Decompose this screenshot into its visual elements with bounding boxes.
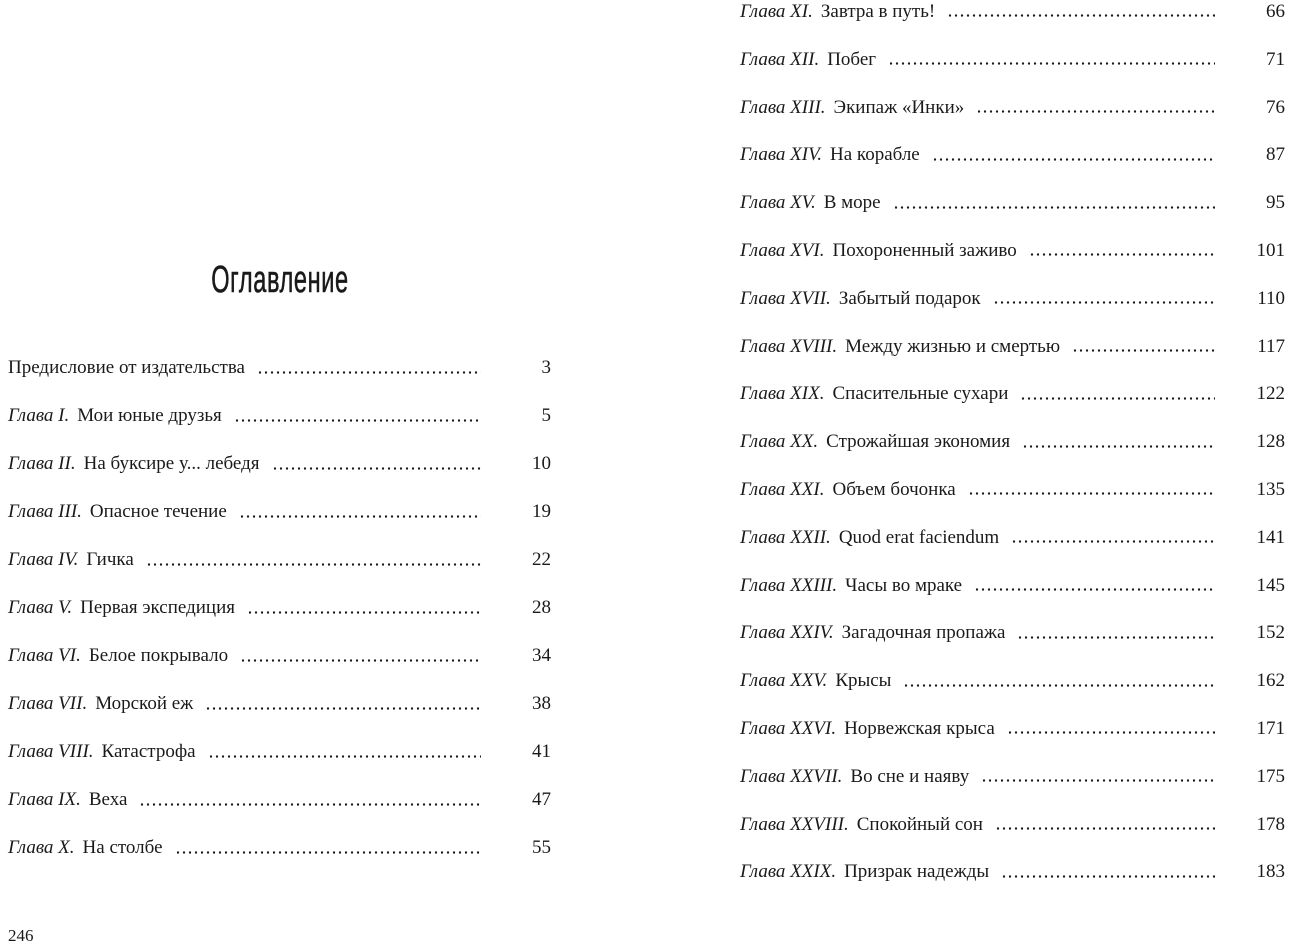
toc-entry[interactable] [740,609,1285,657]
dot-leader [146,563,481,566]
chapter-label: Глава XI. [740,1,813,22]
chapter-title: Призрак надежды [844,861,990,883]
toc-entry[interactable] [740,848,1285,896]
toc-entry[interactable] [8,392,551,440]
chapter-page-number: 28 [532,597,551,618]
toc-entry[interactable] [740,370,1285,418]
dot-leader [1001,875,1215,878]
chapter-page-number: 66 [1266,1,1285,22]
chapter-title: Белое покрывало [88,645,229,666]
chapter-label: Глава III. [8,501,82,522]
toc-entry[interactable] [8,728,551,776]
dot-leader [981,779,1215,782]
toc-entry[interactable] [740,657,1285,705]
toc-entry[interactable] [740,36,1285,84]
dot-leader [139,803,481,806]
dot-leader [893,206,1215,209]
dot-leader [1022,445,1215,448]
chapter-label: Глава V. [8,597,73,618]
chapter-title: На буксире у... лебедя [83,453,260,474]
chapter-label: Глава XIV. [740,144,823,166]
chapter-page-number: 22 [532,549,551,570]
chapter-page-number: 71 [1266,48,1285,70]
toc-entry[interactable] [8,488,551,536]
chapter-page-number: 135 [1256,478,1285,500]
toc-entry[interactable] [740,418,1285,466]
chapter-title: Завтра в путь! [820,1,936,22]
dot-leader [1029,253,1215,256]
chapter-label: Глава XXIX. [740,861,837,883]
toc-entry[interactable] [740,562,1285,610]
chapter-title: Мои юные друзья [77,405,222,426]
chapter-title: Веха [88,789,128,810]
chapter-title: На столбе [82,837,163,858]
chapter-label: Глава XVI. [740,239,825,261]
chapter-label: Глава XX. [740,431,819,453]
chapter-title: Побег [827,48,877,70]
chapter-page-number: 3 [541,357,551,378]
chapter-page-number: 110 [1257,287,1285,309]
toc-entry[interactable] [8,440,551,488]
dot-leader [968,492,1215,495]
toc-entry[interactable] [740,0,1285,36]
chapter-label: Глава VI. [8,645,81,666]
chapter-page-number: 34 [532,645,551,666]
chapter-title: Часы во мраке [845,574,963,596]
chapter-label: Глава XXII. [740,526,831,548]
chapter-page-number: 10 [532,453,551,474]
chapter-label: Глава IV. [8,549,79,570]
dot-leader [175,851,481,854]
toc-entry[interactable] [740,323,1285,371]
chapter-title: Крысы [835,670,892,692]
chapter-title: Забытый подарок [838,287,981,309]
chapter-page-number: 95 [1266,192,1285,214]
toc-entry[interactable] [8,824,551,872]
chapter-page-number: 55 [532,837,551,858]
toc-entry[interactable] [8,632,551,680]
chapter-title: Строжайшая экономия [826,431,1011,453]
chapter-label: Глава XII. [740,48,820,70]
toc-entry[interactable] [740,753,1285,801]
chapter-page-number: 38 [532,693,551,714]
dot-leader [1020,397,1215,400]
chapter-title: Quod erat faciendum [838,526,1000,548]
dot-leader [947,14,1215,17]
dot-leader [1017,636,1215,639]
toc-entry[interactable] [8,776,551,824]
dot-leader [888,62,1215,65]
chapter-label: Глава XXIV. [740,622,834,644]
chapter-title: В море [823,192,881,214]
dot-leader [257,371,481,374]
dot-leader [974,588,1215,591]
chapter-page-number: 175 [1256,765,1285,787]
chapter-title: Во сне и наяву [850,765,970,787]
toc-entry[interactable] [8,536,551,584]
dot-leader [976,110,1215,113]
chapter-title: Между жизнью и смертью [845,335,1061,357]
chapter-page-number: 128 [1256,431,1285,453]
chapter-title: Объем бочонка [832,478,956,500]
chapter-label: Глава XIX. [740,383,825,405]
chapter-title: Спокойный сон [856,813,983,835]
chapter-page-number: 41 [532,741,551,762]
chapter-title: Норвежская крыса [844,717,995,739]
chapter-title: Предисловие от издательства [8,357,245,378]
toc-entry[interactable] [8,584,551,632]
chapter-page-number: 183 [1256,861,1285,883]
chapter-title: Экипаж «Инки» [833,96,965,118]
chapter-page-number: 19 [532,501,551,522]
chapter-page-number: 47 [532,789,551,810]
toc-left-column [8,344,551,872]
toc-entry[interactable] [740,179,1285,227]
chapter-title: Морской еж [95,693,194,714]
dot-leader [272,467,481,470]
toc-entry[interactable] [740,801,1285,849]
toc-entry[interactable] [8,680,551,728]
chapter-title: Опасное течение [89,501,227,522]
chapter-label: Глава VIII. [8,741,94,762]
toc-entry[interactable] [740,466,1285,514]
dot-leader [234,419,481,422]
dot-leader [239,515,481,518]
chapter-title: Катастрофа [101,741,196,762]
chapter-page-number: 117 [1257,335,1285,357]
chapter-label: Глава XXV. [740,670,828,692]
dot-leader [240,659,481,662]
chapter-label: Глава XXVIII. [740,813,849,835]
chapter-page-number: 162 [1256,670,1285,692]
chapter-label: Глава XV. [740,192,816,214]
dot-leader [205,707,481,710]
toc-entry[interactable] [740,131,1285,179]
chapter-label: Глава X. [8,837,75,858]
toc-entry[interactable] [8,344,551,392]
chapter-page-number: 141 [1256,526,1285,548]
chapter-page-number: 101 [1256,239,1285,261]
chapter-page-number: 5 [541,405,551,426]
toc-right-column [740,0,1285,896]
dot-leader [1072,349,1215,352]
chapter-title: Первая экспедиция [80,597,235,618]
chapter-label: Глава XXIII. [740,574,838,596]
toc-entry[interactable] [740,514,1285,562]
chapter-title: На корабле [830,144,920,166]
chapter-title: Похороненный заживо [832,239,1017,261]
dot-leader [993,301,1215,304]
page-title: Оглавление [211,259,349,301]
dot-leader [932,158,1215,161]
chapter-page-number: 145 [1256,574,1285,596]
chapter-page-number: 171 [1256,717,1285,739]
chapter-page-number: 122 [1256,383,1285,405]
chapter-title: Спасительные сухари [832,383,1009,405]
chapter-page-number: 87 [1266,144,1285,166]
chapter-label: Глава IX. [8,789,81,810]
dot-leader [208,755,481,758]
chapter-label: Глава XVIII. [740,335,838,357]
chapter-page-number: 152 [1256,622,1285,644]
chapter-page-number: 76 [1266,96,1285,118]
toc-entry[interactable] [740,275,1285,323]
dot-leader [247,611,481,614]
chapter-label: Глава I. [8,405,70,426]
chapter-title: Загадочная пропажа [841,622,1006,644]
toc-entry[interactable] [740,84,1285,132]
chapter-page-number: 178 [1256,813,1285,835]
dot-leader [903,684,1215,687]
chapter-label: Глава II. [8,453,76,474]
chapter-title: Гичка [86,549,134,570]
chapter-label: Глава XXVII. [740,765,843,787]
chapter-label: Глава XIII. [740,96,826,118]
chapter-label: Глава XVII. [740,287,831,309]
page-number: 246 [8,926,34,945]
chapter-label: Глава XXVI. [740,717,837,739]
chapter-label: Глава VII. [8,693,88,714]
dot-leader [1007,731,1215,734]
toc-entry[interactable] [740,227,1285,275]
toc-entry[interactable] [740,705,1285,753]
dot-leader [1011,540,1215,543]
dot-leader [995,827,1215,830]
chapter-label: Глава XXI. [740,478,825,500]
